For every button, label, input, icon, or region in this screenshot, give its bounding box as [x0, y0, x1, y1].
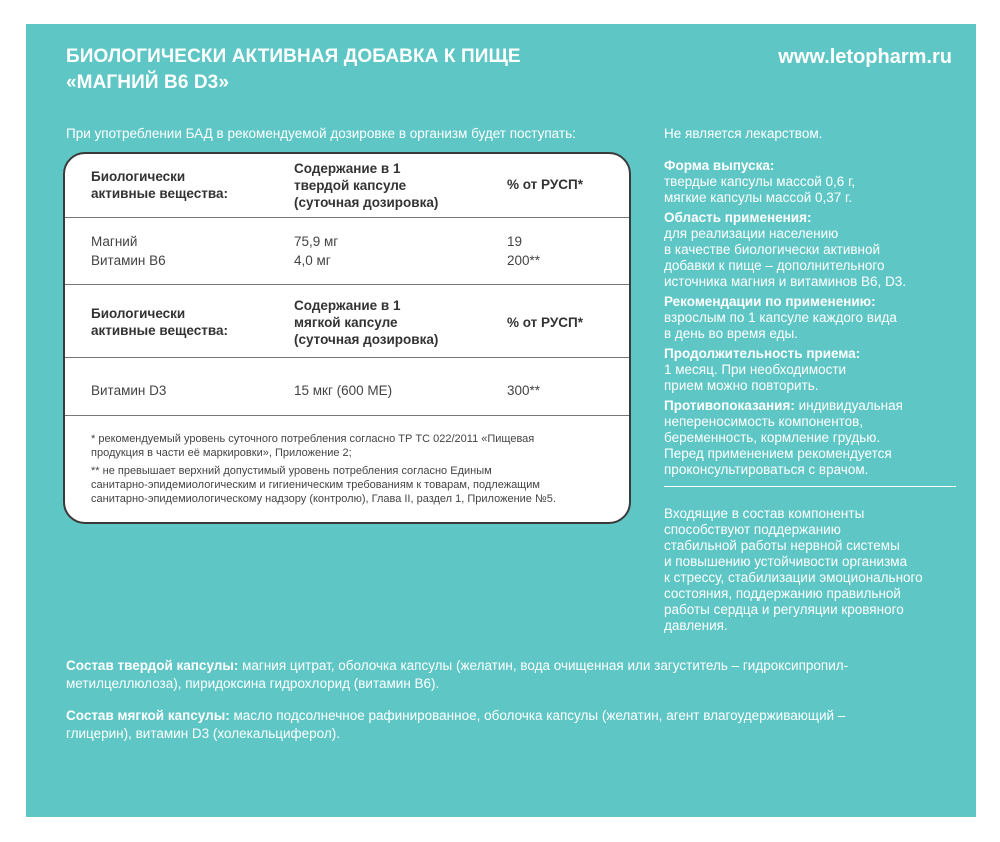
divider — [65, 284, 629, 285]
product-title-line2: «МАГНИЙ В6 D3» — [66, 72, 230, 93]
composition-line: глицерин), витамин D3 (холекальциферол). — [66, 726, 340, 741]
row-amount: 75,9 мг — [294, 234, 339, 249]
contra-first-line — [664, 398, 956, 414]
soft-col3-header: % от РУСП* — [507, 315, 583, 330]
row-pct: 19 — [507, 234, 523, 249]
usage-line: взрослым по 1 капсуле каждого вида — [664, 310, 897, 325]
soft-col2-line: мягкой капсуле — [294, 315, 398, 330]
duration-line: 1 месяц. При необходимости — [664, 362, 847, 377]
soft-name: Витамин D3 — [91, 383, 167, 398]
soft-col1-line: Биологически — [91, 306, 186, 321]
footnote-line: * рекомендуемый уровень суточного потребления согласно ТР ТС 022/2011 «Пищевая — [91, 433, 535, 445]
hard-col2-line: Содержание в 1 — [294, 161, 401, 176]
soft-col1-line: активные вещества: — [91, 323, 229, 338]
area-line: источника магния и витаминов B6, D3. — [664, 274, 907, 289]
composition-line — [66, 657, 956, 675]
composition-label: Состав мягкой капсулы: — [66, 708, 230, 723]
form-section — [664, 158, 956, 206]
row-name: Витамин B6 — [91, 253, 166, 268]
section-divider — [664, 486, 956, 487]
row-amount: 4,0 мг — [294, 253, 331, 268]
website-url: www.letopharm.ru — [778, 46, 952, 68]
hard-pcts — [507, 232, 540, 270]
composition-line: метилцеллюлоза), пиридоксина гидрохлорид (витамин B6). — [66, 676, 440, 691]
soft-amount: 15 мкг (600 МЕ) — [294, 383, 393, 398]
soft-col1-header — [91, 305, 228, 339]
intro-text: При употреблении БАД в рекомендуемой дозировке в организм будет поступать: — [66, 126, 576, 141]
effect-line: и повышению устойчивости организма — [664, 554, 908, 569]
soft-capsule-composition — [66, 707, 956, 743]
contra-heading: Противопоказания: — [664, 398, 795, 413]
area-line: в качестве биологически активной — [664, 242, 881, 257]
contra-line: беременность, кормление грудью. — [664, 430, 881, 445]
duration-heading: Продолжительность приема: — [664, 346, 861, 361]
composition-text: магния цитрат, оболочка капсулы (желатин, вода очищенная или загуститель – гидроксипропил- — [238, 658, 849, 673]
duration-line: прием можно повторить. — [664, 378, 819, 393]
hard-col1-header — [91, 168, 228, 202]
composition-line — [66, 707, 956, 725]
hard-names — [91, 232, 166, 270]
duration-section — [664, 346, 956, 394]
package-panel — [26, 24, 976, 817]
hard-col2-line: (суточная дозировка) — [294, 195, 439, 210]
soft-col2-line: Содержание в 1 — [294, 298, 401, 313]
divider — [65, 415, 629, 416]
footnote-line: продукция в части её маркировки», Приложение 2; — [91, 447, 352, 459]
effect-line: стабильной работы нервной системы — [664, 538, 900, 553]
product-title-line1: БИОЛОГИЧЕСКИ АКТИВНАЯ ДОБАВКА К ПИЩЕ — [66, 46, 521, 67]
area-line: для реализации населению — [664, 226, 839, 241]
composition-table — [63, 152, 631, 524]
effect-line: состояния, поддержанию правильной — [664, 586, 901, 601]
form-line: твердые капсулы массой 0,6 г, — [664, 174, 856, 189]
contraindications-section — [664, 398, 956, 478]
effect-line: к стрессу, стабилизации эмоционального — [664, 570, 923, 585]
row-pct: 200** — [507, 253, 541, 268]
usage-section — [664, 294, 956, 342]
hard-col3-header: % от РУСП* — [507, 177, 583, 192]
contra-line: проконсультироваться с врачом. — [664, 462, 869, 477]
area-line: добавки к пище – дополнительного — [664, 258, 885, 273]
footnote-line: санитарно-эпидемиологическим и гигиеническим требованиям к товарам, подлежащим — [91, 479, 540, 491]
soft-pct: 300** — [507, 383, 541, 398]
hard-col1-line: Биологически — [91, 169, 186, 184]
footnote-1 — [91, 432, 611, 460]
form-line: мягкие капсулы массой 0,37 г. — [664, 190, 853, 205]
row-name: Магний — [91, 234, 138, 249]
divider — [65, 357, 629, 358]
effect-line: способствуют поддержанию — [664, 522, 841, 537]
footnote-line: санитарно-эпидемиологическому надзору (контролю), Глава II, раздел 1, Приложение №5. — [91, 493, 556, 505]
area-heading: Область применения: — [664, 210, 812, 225]
product-title — [66, 44, 521, 96]
hard-capsule-composition — [66, 657, 956, 693]
effect-text — [664, 506, 956, 634]
hard-col1-line: активные вещества: — [91, 186, 229, 201]
usage-heading: Рекомендации по применению: — [664, 294, 876, 309]
contra-line: непереносимость компонентов, — [664, 414, 864, 429]
effect-line: работы сердца и регуляции кровяного — [664, 602, 904, 617]
contra-text: индивидуальная — [794, 398, 903, 413]
effect-line: давления. — [664, 618, 728, 633]
footnote-2 — [91, 464, 611, 506]
footnote-line: ** не превышает верхний допустимый уровень потребления согласно Единым — [91, 465, 492, 477]
effect-line: Входящие в состав компоненты — [664, 506, 865, 521]
composition-text: масло подсолнечное рафинированное, оболочка капсулы (желатин, агент влагоудерживающий – — [229, 708, 846, 723]
hard-col2-line: твердой капсуле — [294, 178, 407, 193]
product-info — [664, 126, 956, 482]
soft-col2-line: (суточная дозировка) — [294, 332, 439, 347]
area-section — [664, 210, 956, 290]
soft-col2-header — [294, 297, 438, 348]
composition-label: Состав твердой капсулы: — [66, 658, 239, 673]
hard-col2-header — [294, 160, 438, 211]
divider — [65, 217, 629, 218]
hard-amounts — [294, 232, 338, 270]
contra-line: Перед применением рекомендуется — [664, 446, 892, 461]
usage-line: в день во время еды. — [664, 326, 798, 341]
form-heading: Форма выпуска: — [664, 158, 775, 173]
not-medicine: Не является лекарством. — [664, 126, 823, 141]
